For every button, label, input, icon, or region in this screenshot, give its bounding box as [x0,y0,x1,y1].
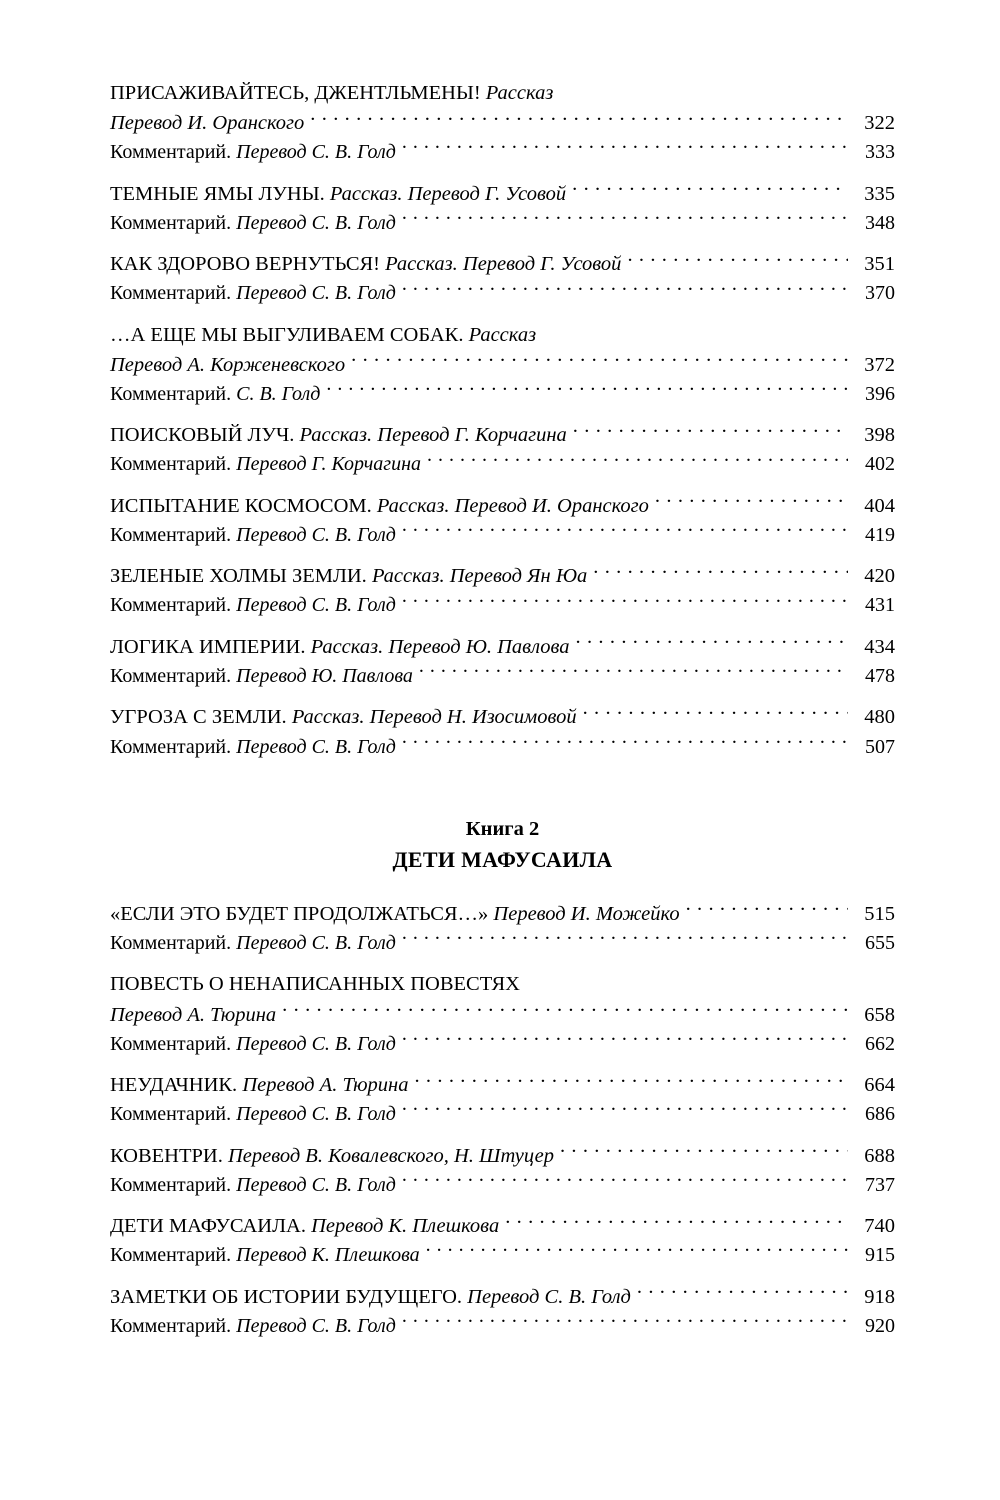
toc-entry-subtitle: Рассказ. Перевод Ю. Павлова [305,635,570,658]
toc-comment-page: 686 [865,1103,895,1126]
toc-comment-page: 396 [865,382,895,405]
leader-dots [402,1312,848,1332]
leader-dots [505,1212,848,1233]
toc-entry-translator-line[interactable] [110,108,895,138]
toc-entry[interactable] [110,320,895,410]
toc-comment-translator: Перевод С. В. Голд [231,141,396,164]
toc-entry-title-line[interactable] [110,179,895,209]
toc-entry-title-line[interactable] [110,899,895,929]
toc-entry-title-line[interactable] [110,78,895,108]
toc-entry-title-line[interactable] [110,702,895,732]
toc-entry[interactable] [110,249,895,309]
toc-entry[interactable] [110,899,895,959]
toc-comment-translator: С. В. Голд [231,382,321,405]
leader-dots [402,209,848,229]
toc-entry-title: ЗЕЛЕНЫЕ ХОЛМЫ ЗЕМЛИ. [110,565,367,588]
leader-dots [573,421,848,442]
toc-comment-label: Комментарий. [110,735,232,758]
toc-entry-title-line[interactable] [110,249,895,279]
toc-comment-label: Комментарий. [110,211,232,234]
toc-entry-subtitle: Перевод С. В. Голд [462,1285,631,1308]
toc-comment-translator: Перевод С. В. Голд [231,1103,396,1126]
toc-entry-page: 404 [864,494,895,517]
leader-dots [419,662,848,682]
toc-comment-label: Комментарий. [110,1314,232,1337]
toc-comment-label: Комментарий. [110,932,232,955]
toc-comment-line[interactable] [110,521,895,550]
toc-entry-page: 515 [864,902,895,925]
toc-entry-translator: Перевод И. Оранского [110,112,305,135]
toc-entry-title-line[interactable] [110,1141,895,1171]
leader-dots [402,1030,848,1050]
toc-comment-translator: Перевод С. В. Голд [231,1173,396,1196]
book-section-heading [110,818,895,873]
toc-comment-page: 915 [865,1244,895,1267]
toc-entry-subtitle: Перевод В. Ковалевского, Н. Штуцер [222,1144,554,1167]
toc-entry-subtitle: Рассказ [463,323,537,346]
toc-comment-line[interactable] [110,450,895,479]
toc-entry-page: 688 [864,1144,895,1167]
toc-comment-page: 478 [865,664,895,687]
leader-dots [402,521,848,541]
toc-comment-translator: Перевод Г. Корчагина [231,453,421,476]
toc-entry-page: 664 [864,1074,895,1097]
toc-entry-title: …А ЕЩЕ МЫ ВЫГУЛИВАЕМ СОБАК. [110,323,464,346]
toc-comment-label: Комментарий. [110,141,232,164]
toc-comment-label: Комментарий. [110,1103,232,1126]
toc-entry-title-line[interactable] [110,561,895,591]
toc-comment-page: 348 [865,211,895,234]
toc-entry-subtitle: Рассказ. Перевод Г. Корчагина [294,424,567,447]
toc-comment-page: 333 [865,141,895,164]
toc-entry-translator-line[interactable] [110,350,895,380]
toc-entry-subtitle: Перевод А. Тюрина [237,1074,409,1097]
toc-comment-label: Комментарий. [110,664,232,687]
leader-dots [576,632,848,653]
toc-entry-page: 372 [864,353,895,376]
leader-dots [310,109,848,130]
toc-entry-title: ЛОГИКА ИМПЕРИИ. [110,635,306,658]
toc-comment-page: 662 [865,1032,895,1055]
toc-comment-page: 920 [865,1314,895,1337]
leader-dots [402,138,848,158]
toc-comment-translator: Перевод С. В. Голд [231,211,396,234]
leader-dots [351,350,848,371]
toc-entry[interactable] [110,632,895,692]
toc-entry-page: 335 [864,182,895,205]
toc-entry[interactable] [110,179,895,239]
toc-entry-title-line[interactable] [110,491,895,521]
toc-entry-translator-line[interactable] [110,1000,895,1030]
leader-dots [427,450,848,470]
toc-comment-translator: Перевод К. Плешкова [231,1244,420,1267]
toc-comment-label: Комментарий. [110,523,232,546]
toc-comment-line[interactable] [110,209,895,238]
toc-comment-label: Комментарий. [110,453,232,476]
toc-comment-line[interactable] [110,929,895,958]
leader-dots [402,733,848,753]
leader-dots [402,1171,848,1191]
toc-entry-page: 658 [864,1003,895,1026]
leader-dots [572,179,848,200]
toc-comment-translator: Перевод С. В. Голд [231,735,396,758]
leader-dots [583,703,848,724]
toc-comment-translator: Перевод С. В. Голд [231,932,396,955]
toc-comment-page: 402 [865,453,895,476]
toc-comment-line[interactable] [110,733,895,762]
toc-entry-title-line[interactable] [110,969,895,999]
toc-comment-translator: Перевод С. В. Голд [231,282,396,305]
toc-entry-title: ИСПЫТАНИЕ КОСМОСОМ. [110,494,372,517]
toc-section-book1-continued [110,78,895,762]
toc-comment-page: 507 [865,735,895,758]
toc-entry-page: 351 [864,253,895,276]
toc-entry-page: 434 [864,635,895,658]
toc-entry-title-line[interactable] [110,1211,895,1241]
leader-dots [326,380,848,400]
leader-dots [402,929,848,949]
book-title: ДЕТИ МАФУСАИЛА [392,846,613,872]
toc-comment-line[interactable] [110,662,895,691]
leader-dots [627,250,848,271]
toc-entry-title-line[interactable] [110,1070,895,1100]
toc-entry-subtitle: Перевод И. Можейко [488,902,680,925]
toc-entry-translator: Перевод А. Корженевского [110,353,346,376]
toc-entry-title: ПОВЕСТЬ О НЕНАПИСАННЫХ ПОВЕСТЯХ [110,973,520,996]
toc-comment-page: 431 [865,594,895,617]
toc-section-book2 [110,899,895,1341]
toc-entry-title: ПОИСКОВЫЙ ЛУЧ. [110,424,295,447]
toc-entry-title-line[interactable] [110,320,895,350]
toc-entry[interactable] [110,1211,895,1271]
leader-dots [426,1241,848,1261]
toc-entry-translator: Перевод А. Тюрина [110,1003,277,1026]
toc-entry-title-line[interactable] [110,1282,895,1312]
toc-comment-line[interactable] [110,380,895,409]
toc-entry-title: ЗАМЕТКИ ОБ ИСТОРИИ БУДУЩЕГО. [110,1285,463,1308]
toc-comment-line[interactable] [110,138,895,167]
toc-entry-title: ДЕТИ МАФУСАИЛА. [110,1215,306,1238]
toc-entry[interactable] [110,969,895,1059]
toc-comment-label: Комментарий. [110,1244,232,1267]
toc-entry-title: УГРОЗА С ЗЕМЛИ. [110,706,287,729]
toc-comment-translator: Перевод С. В. Голд [231,523,396,546]
toc-entry-subtitle: Рассказ. Перевод Н. Изосимовой [286,706,577,729]
leader-dots [282,1000,848,1021]
toc-entry[interactable] [110,1282,895,1342]
toc-entry-page: 322 [864,112,895,135]
toc-comment-translator: Перевод С. В. Голд [231,594,396,617]
toc-entry-title-line[interactable] [110,632,895,662]
toc-entry-title: КОВЕНТРИ. [110,1144,223,1167]
toc-comment-line[interactable] [110,1030,895,1059]
toc-comment-label: Комментарий. [110,1173,232,1196]
toc-entry-page: 480 [864,706,895,729]
leader-dots [560,1141,848,1162]
toc-entry-subtitle: Перевод К. Плешкова [305,1215,500,1238]
leader-dots [593,562,848,583]
toc-comment-page: 737 [865,1173,895,1196]
toc-entry-page: 740 [864,1215,895,1238]
toc-entry-subtitle: Рассказ. Перевод Г. Усовой [380,253,622,276]
toc-entry[interactable] [110,78,895,168]
toc-comment-line[interactable] [110,1241,895,1270]
toc-comment-label: Комментарий. [110,594,232,617]
leader-dots [402,1100,848,1120]
toc-entry-subtitle: Рассказ [480,82,554,104]
toc-comment-label: Комментарий. [110,1032,232,1055]
toc-entry[interactable] [110,420,895,480]
leader-dots [686,899,848,920]
leader-dots [637,1282,848,1303]
toc-comment-line[interactable] [110,1312,895,1341]
toc-comment-label: Комментарий. [110,282,232,305]
toc-comment-line[interactable] [110,1100,895,1129]
toc-entry-page: 918 [864,1285,895,1308]
toc-comment-label: Комментарий. [110,382,232,405]
leader-dots [402,279,848,299]
toc-entry[interactable] [110,1141,895,1201]
toc-entry-page: 420 [864,565,895,588]
toc-comment-page: 419 [865,523,895,546]
book-number: Книга 2 [465,817,540,840]
toc-comment-page: 655 [865,932,895,955]
toc-entry-subtitle: Рассказ. Перевод И. Оранского [371,494,649,517]
toc-comment-line[interactable] [110,279,895,308]
toc-entry-title: КАК ЗДОРОВО ВЕРНУТЬСЯ! [110,253,381,276]
toc-entry-title: ПРИСАЖИВАЙТЕСЬ, ДЖЕНТЛЬМЕНЫ! [110,82,481,104]
toc-entry-subtitle: Рассказ. Перевод Ян Юа [366,565,588,588]
leader-dots [655,491,848,512]
toc-comment-page: 370 [865,282,895,305]
toc-comment-translator: Перевод Ю. Павлова [231,664,413,687]
toc-entry-title: ТЕМНЫЕ ЯМЫ ЛУНЫ. [110,182,325,205]
toc-entry-subtitle: Рассказ. Перевод Г. Усовой [324,182,567,205]
toc-entry[interactable] [110,702,895,762]
toc-entry-title: НЕУДАЧНИК. [110,1074,238,1097]
toc-entry[interactable] [110,1070,895,1130]
toc-comment-line[interactable] [110,591,895,620]
toc-entry-title-line[interactable] [110,420,895,450]
toc-comment-line[interactable] [110,1171,895,1200]
leader-dots [414,1071,848,1092]
toc-entry-title: «ЕСЛИ ЭТО БУДЕТ ПРОДОЛЖАТЬСЯ…» [110,902,489,925]
leader-dots [402,591,848,611]
toc-entry[interactable] [110,561,895,621]
toc-entry[interactable] [110,491,895,551]
toc-comment-translator: Перевод С. В. Голд [231,1314,396,1337]
toc-comment-translator: Перевод С. В. Голд [231,1032,396,1055]
toc-entry-page: 398 [864,424,895,447]
